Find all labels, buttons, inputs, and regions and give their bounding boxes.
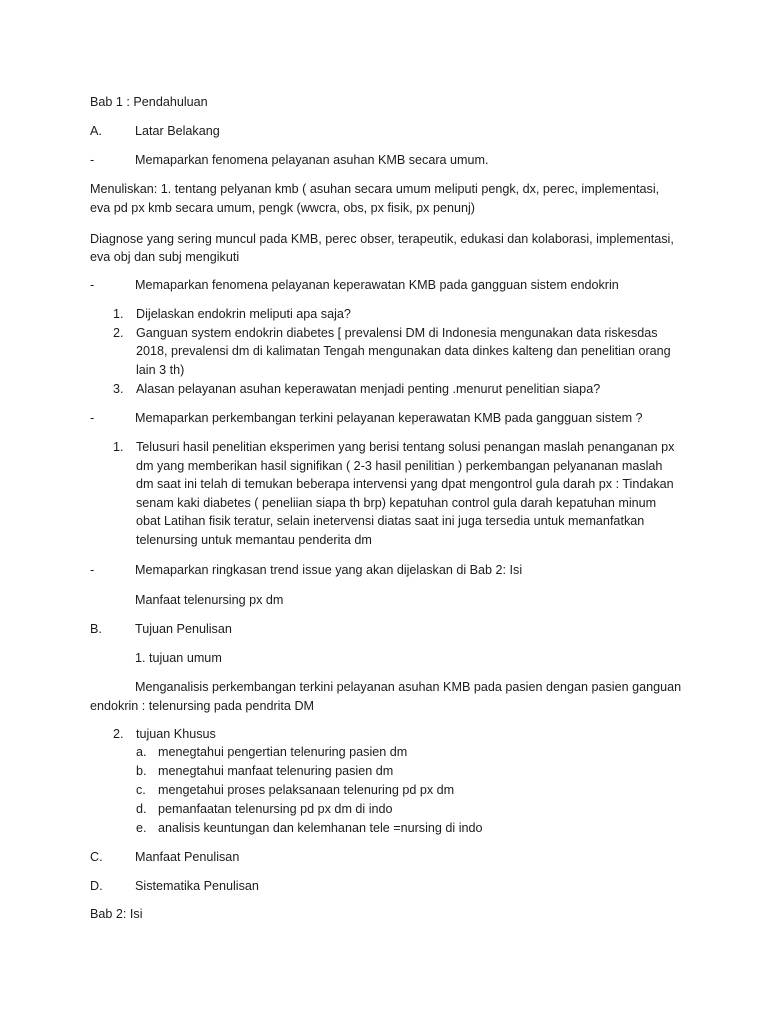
bullet-text: Memaparkan perkembangan terkini pelayanan keperawatan KMB pada gangguan sistem ?	[135, 411, 643, 425]
list-item-text: Alasan pelayanan asuhan keperawatan menjadi penting .menurut penelitian siapa?	[136, 382, 601, 396]
list-item-text: Ganguan system endokrin diabetes [ prevalensi DM di Indonesia mengunakan data riskesdas	[136, 326, 658, 340]
list-item-text: telenursing untuk memantau penderita dm	[136, 533, 372, 547]
list-number: 3.	[113, 382, 124, 396]
list-letter: a.	[136, 745, 147, 759]
paragraph-line: Manfaat telenursing px dm	[135, 593, 284, 607]
list-letter: e.	[136, 821, 147, 835]
section-title: Tujuan Penulisan	[135, 622, 232, 636]
bullet-text: Memaparkan fenomena pelayanan keperawatan KMB pada gangguan sistem endokrin	[135, 278, 619, 292]
subheading: 1. tujuan umum	[135, 651, 222, 665]
list-item-text: 2018, prevalensi dm di kalimatan Tengah mengunakan data dinkes kalteng dan penelitian orang	[136, 344, 671, 358]
chapter-heading: Bab 2: Isi	[90, 907, 143, 921]
paragraph-line: eva obj dan subj mengikuti	[90, 250, 240, 264]
list-item-text: senam kaki diabetes ( peneliian siapa th brp) kepatuhan control gula darah kepatuhan minum	[136, 496, 657, 510]
section-marker: A.	[90, 124, 102, 138]
bullet-dash: -	[90, 278, 95, 292]
paragraph-line: endokrin : telenursing pada pendrita DM	[90, 699, 315, 713]
list-letter: b.	[136, 764, 147, 778]
paragraph-line: Menganalisis perkembangan terkini pelayanan asuhan KMB pada pasien dengan pasien ganguan	[135, 680, 682, 694]
list-number: 2.	[113, 326, 124, 340]
bullet-dash: -	[90, 411, 95, 425]
section-title: Latar Belakang	[135, 124, 220, 138]
section-marker: D.	[90, 879, 103, 893]
list-item-text: Telusuri hasil penelitian eksperimen yang berisi tentang solusi penangan maslah penanganan px	[136, 440, 675, 454]
bullet-text: Memaparkan fenomena pelayanan asuhan KMB secara umum.	[135, 153, 489, 167]
list-item-text: analisis keuntungan dan kelemhanan tele =nursing di indo	[158, 821, 483, 835]
list-number: 1.	[113, 440, 124, 454]
list-letter: c.	[136, 783, 146, 797]
list-item-text: menegtahui pengertian telenuring pasien dm	[158, 745, 408, 759]
list-item-text: obat Latihan fisik teratur, selain inetervensi diatas saat ini juga tersedia untuk memanfatkan	[136, 514, 645, 528]
subheading: tujuan Khusus	[136, 727, 216, 741]
list-item-text: mengetahui proses pelaksanaan telenuring pd px dm	[158, 783, 455, 797]
list-item-text: pemanfaatan telenursing pd px dm di indo	[158, 802, 393, 816]
bullet-dash: -	[90, 153, 95, 167]
list-item-text: menegtahui manfaat telenuring pasien dm	[158, 764, 394, 778]
section-title: Sistematika Penulisan	[135, 879, 259, 893]
paragraph-line: Diagnose yang sering muncul pada KMB, perec obser, terapeutik, edukasi dan kolaborasi, implementasi,	[90, 232, 674, 246]
section-marker: C.	[90, 850, 103, 864]
list-item-text: dm saat ini telah di temukan beberapa intervensi yang dpat mengontrol gula darah px : Tindakan	[136, 477, 674, 491]
list-item-text: dm yang memberikan hasil signifikan ( 2-3 hasil penilitian ) perkembangan pelyananan maslah	[136, 459, 663, 473]
section-marker: B.	[90, 622, 102, 636]
list-letter: d.	[136, 802, 147, 816]
bullet-text: Memaparkan ringkasan trend issue yang akan dijelaskan di Bab 2: Isi	[135, 563, 523, 577]
chapter-heading: Bab 1 : Pendahuluan	[90, 95, 208, 109]
list-item-text: lain 3 th)	[136, 363, 185, 377]
bullet-dash: -	[90, 563, 95, 577]
list-number: 2.	[113, 727, 124, 741]
list-number: 1.	[113, 307, 124, 321]
paragraph-line: Menuliskan: 1. tentang pelyanan kmb ( asuhan secara umum meliputi pengk, dx, perec, implementasi,	[90, 182, 660, 196]
section-title: Manfaat Penulisan	[135, 850, 240, 864]
paragraph-line: eva pd px kmb secara umum, pengk (wwcra, obs, px fisik, px penunj)	[90, 201, 475, 215]
list-item-text: Dijelaskan endokrin meliputi apa saja?	[136, 307, 351, 321]
